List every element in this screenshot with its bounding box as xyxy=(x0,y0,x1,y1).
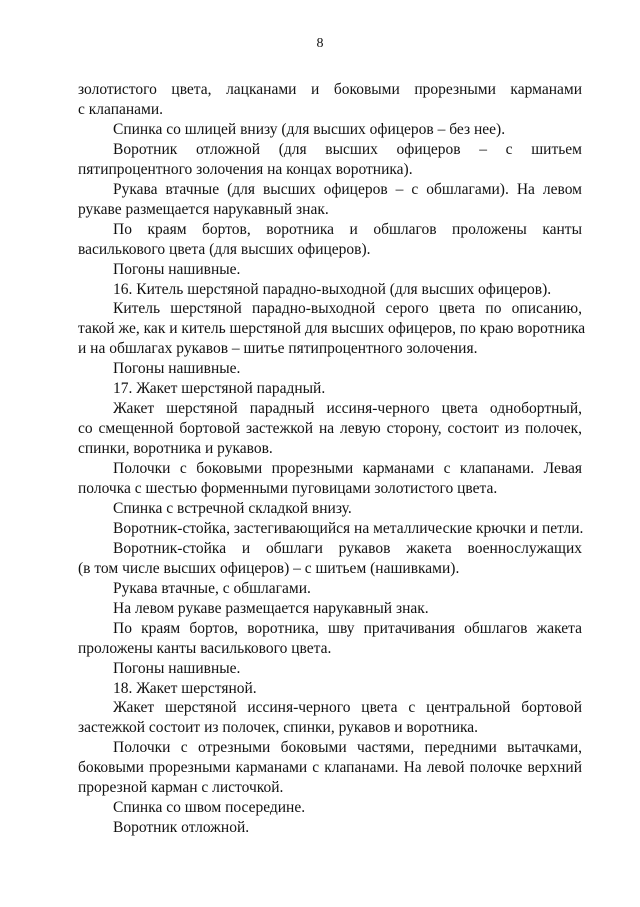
text-line: проложены канты василькового цвета. xyxy=(78,639,332,657)
text-line: Погоны нашивные. xyxy=(113,360,241,378)
text-line: (в том числе высших офицеров) – с шитьем (нашивками). xyxy=(78,559,460,577)
text-line: Полочки с отрезными боковыми частями, передними вытачками, xyxy=(113,739,582,757)
text-line: Воротник-стойка, застегивающийся на металлические крючки и петли. xyxy=(113,519,584,537)
text-line: с клапанами. xyxy=(78,100,164,118)
text-line: Рукава втачные (для высших офицеров – с обшлагами). На левом xyxy=(113,180,582,198)
text-line: Жакет шерстяной иссиня-черного цвета с центральной бортовой xyxy=(113,699,582,717)
text-line: боковыми прорезными карманами с клапанами. На левой полочке верхний xyxy=(78,759,582,777)
text-line: рукаве размещается нарукавный знак. xyxy=(78,200,329,218)
text-line: Жакет шерстяной парадный иссиня-черного цвета однобортный, xyxy=(113,400,582,418)
text-line: прорезной карман с листочкой. xyxy=(78,779,284,797)
text-line: Воротник отложной (для высших офицеров – с шитьем xyxy=(113,140,582,158)
text-line: Погоны нашивные. xyxy=(113,659,241,677)
text-line: Полочки с боковыми прорезными карманами с клапанами. Левая xyxy=(113,460,582,478)
text-line: Китель шерстяной парадно-выходной серого цвета по описанию, xyxy=(113,300,582,318)
text-line: Воротник-стойка и обшлаги рукавов жакета военнослужащих xyxy=(113,539,582,557)
text-line: По краям бортов, воротника и обшлагов проложены канты xyxy=(113,220,582,238)
text-line: со смещенной бортовой застежкой на левую сторону, состоит из полочек, xyxy=(78,420,582,438)
text-line: василькового цвета (для высших офицеров). xyxy=(78,240,371,258)
text-line: Спинка со швом посередине. xyxy=(113,799,306,817)
text-line: золотистого цвета, лацканами и боковыми прорезными карманами xyxy=(78,81,582,98)
text-line: На левом рукаве размещается нарукавный знак. xyxy=(113,599,429,617)
text-line: По краям бортов, воротника, шву притачивания обшлагов жакета xyxy=(113,619,582,637)
page-number: 8 xyxy=(316,36,324,51)
text-line: Погоны нашивные. xyxy=(113,260,241,278)
text-line: 16. Китель шерстяной парадно-выходной (для высших офицеров). xyxy=(113,280,552,298)
text-line: спинки, воротника и рукавов. xyxy=(78,440,273,458)
text-line: такой же, как и китель шерстяной для высших офицеров, по краю воротника xyxy=(78,320,586,338)
text-line: Воротник отложной. xyxy=(113,819,250,837)
text-line: Рукава втачные, с обшлагами. xyxy=(113,579,311,597)
text-line: пятипроцентного золочения на концах воротника). xyxy=(78,160,413,178)
text-line: 17. Жакет шерстяной парадный. xyxy=(113,380,326,398)
text-line: и на обшлагах рукавов – шитье пятипроцентного золочения. xyxy=(78,340,478,358)
text-line: 18. Жакет шерстяной. xyxy=(113,679,257,697)
text-line: Спинка с встречной складкой внизу. xyxy=(113,499,352,517)
text-line: застежкой состоит из полочек, спинки, рукавов и воротника. xyxy=(78,719,479,737)
text-line: полочка с шестью форменными пуговицами золотистого цвета. xyxy=(78,480,498,497)
text-line: Спинка со шлицей внизу (для высших офицеров – без нее). xyxy=(113,120,506,138)
